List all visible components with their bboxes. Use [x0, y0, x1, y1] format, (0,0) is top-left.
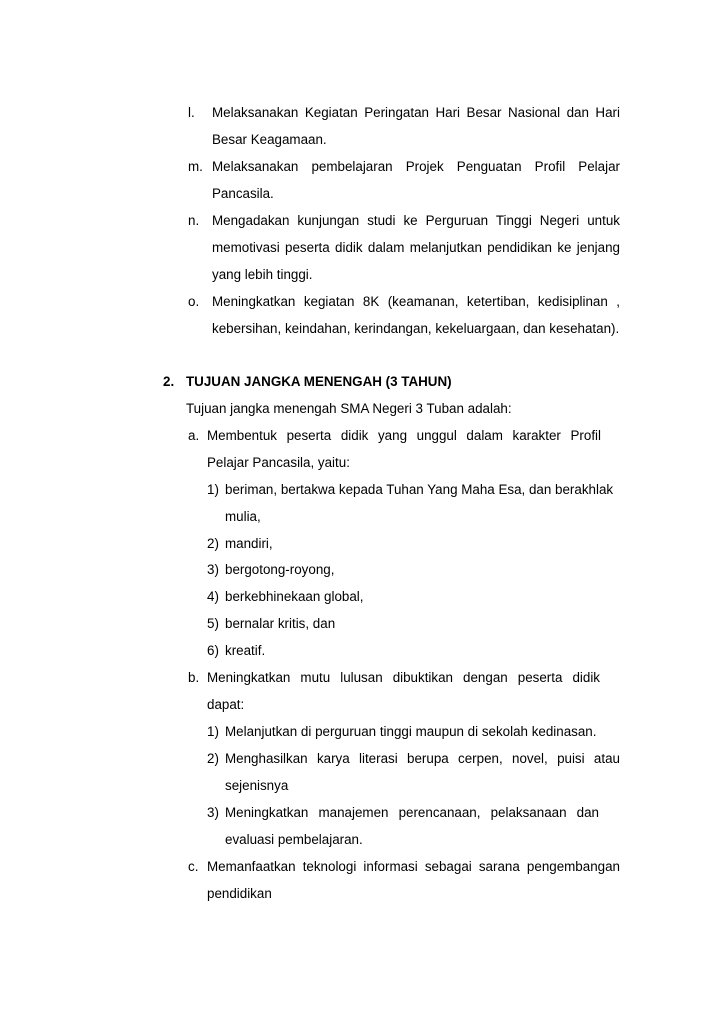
list-item-text: Besar Keagamaan.: [212, 132, 327, 147]
subitem-label: 3): [207, 805, 219, 820]
section-heading: TUJUAN JANGKA MENENGAH (3 TAHUN): [186, 374, 452, 389]
subitem-label: 1): [207, 482, 219, 497]
list-item-label: n.: [188, 213, 200, 228]
list-item-label: l.: [188, 105, 195, 120]
list-item-label: a.: [188, 428, 200, 443]
subitem-text: mandiri,: [225, 536, 273, 551]
list-item-label: c.: [188, 859, 199, 874]
list-item-text: Memanfaatkan teknologi informasi sebagai sarana pengembangan: [207, 859, 620, 874]
subitem-text: Melanjutkan di perguruan tinggi maupun di sekolah kedinasan.: [225, 724, 597, 739]
list-item-text: yang lebih tinggi.: [212, 267, 313, 282]
list-item-text: dapat:: [207, 697, 245, 712]
subitem-text: beriman, bertakwa kepada Tuhan Yang Maha Esa, dan berakhlak: [225, 482, 614, 497]
list-item-label: o.: [188, 294, 200, 309]
subitem-label: 6): [207, 643, 219, 658]
subitem-label: 1): [207, 724, 219, 739]
subitem-label: 5): [207, 616, 219, 631]
list-item-text: Pelajar Pancasila, yaitu:: [207, 455, 350, 470]
list-item-text: Mengadakan kunjungan studi ke Perguruan Tinggi Negeri untuk: [212, 213, 620, 228]
subitem-text: berkebhinekaan global,: [225, 589, 364, 604]
list-item-text: pendidikan: [207, 886, 272, 901]
subitem-text: kreatif.: [225, 643, 266, 658]
subitem-label: 2): [207, 751, 219, 766]
subitem-text: evaluasi pembelajaran.: [225, 832, 363, 847]
subitem-label: 4): [207, 589, 219, 604]
subitem-text: bergotong-royong,: [225, 562, 335, 577]
list-item-text: Meningkatkan mutu lulusan dibuktikan dengan peserta didik: [207, 670, 600, 685]
list-item-text: Pancasila.: [212, 186, 274, 201]
section-intro: Tujuan jangka menengah SMA Negeri 3 Tuban adalah:: [186, 401, 512, 416]
subitem-text: Menghasilkan karya literasi berupa cerpen, novel, puisi atau: [225, 751, 620, 766]
list-item-text: Melaksanakan Kegiatan Peringatan Hari Besar Nasional dan Hari: [212, 105, 620, 120]
list-item-label: m.: [188, 159, 203, 174]
subitem-text: bernalar kritis, dan: [225, 616, 336, 631]
subitem-text: sejenisnya: [225, 778, 289, 793]
list-item-text: Membentuk peserta didik yang unggul dalam karakter Profil: [207, 428, 601, 443]
list-item-label: b.: [188, 670, 200, 685]
subitem-label: 3): [207, 562, 219, 577]
subitem-text: mulia,: [225, 509, 261, 524]
subitem-text: Meningkatkan manajemen perencanaan, pelaksanaan dan: [225, 805, 599, 820]
list-item-text: Melaksanakan pembelajaran Projek Penguatan Profil Pelajar: [212, 159, 620, 174]
subitem-label: 2): [207, 536, 219, 551]
list-item-text: memotivasi peserta didik dalam melanjutkan pendidikan ke jenjang: [212, 240, 620, 255]
list-item-text: kebersihan, keindahan, kerindangan, kekeluargaan, dan kesehatan).: [212, 321, 620, 336]
list-item-text: Meningkatkan kegiatan 8K (keamanan, ketertiban, kedisiplinan ,: [212, 294, 620, 309]
section-number: 2.: [163, 374, 175, 389]
